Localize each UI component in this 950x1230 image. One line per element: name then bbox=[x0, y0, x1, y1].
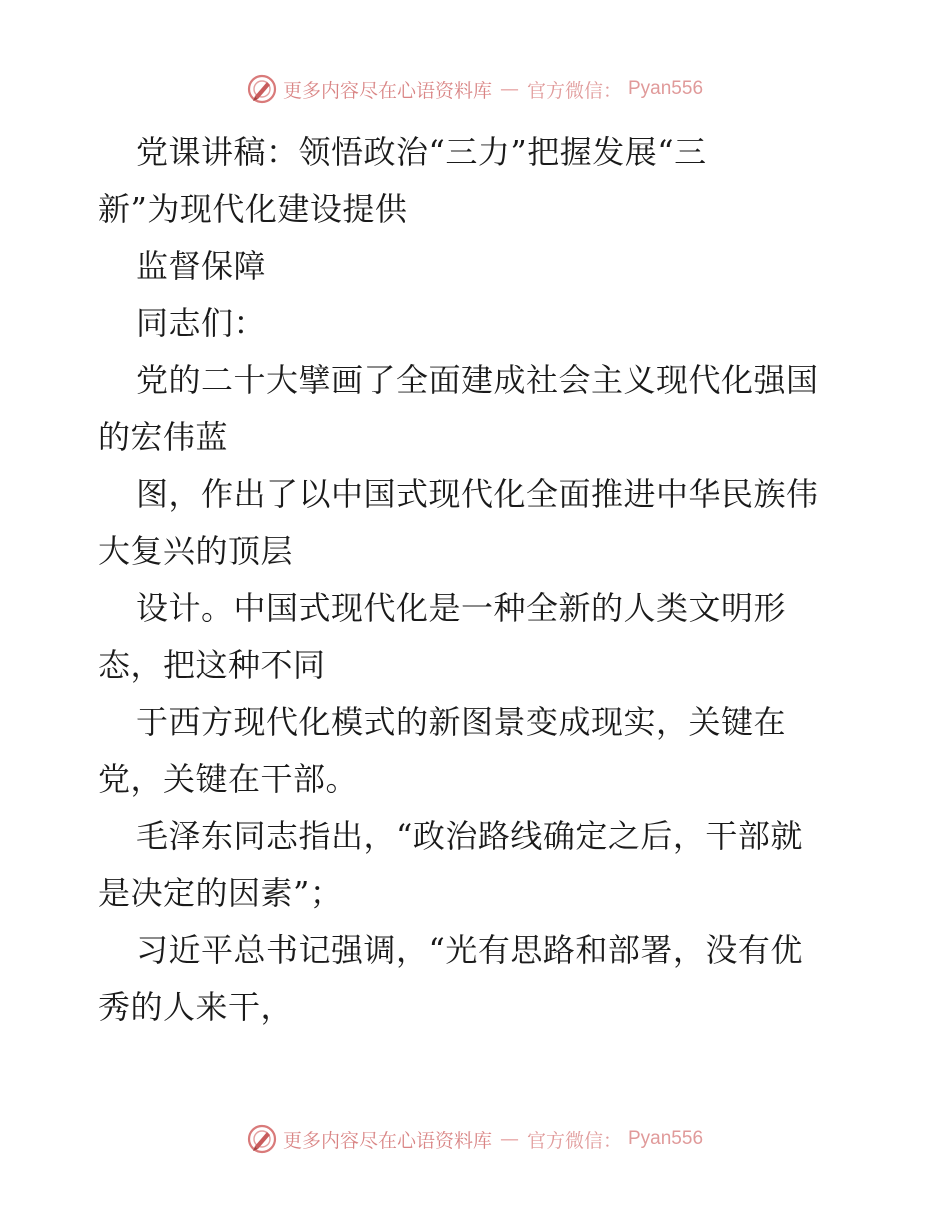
pen-logo-icon bbox=[247, 1124, 277, 1154]
text-line: 大复兴的顶层 bbox=[98, 532, 294, 570]
watermark-label: 官方微信： bbox=[526, 79, 622, 102]
text-line: 图，作出了以中国式现代化全面推进中华民族伟 bbox=[136, 475, 819, 513]
text-line: 监督保障 bbox=[136, 247, 267, 285]
watermark-wechat-id: Pyan556 bbox=[628, 1128, 704, 1149]
watermark-main-text: 更多内容尽在心语资料库 bbox=[282, 79, 492, 102]
text-line: 是决定的因素”； bbox=[98, 874, 343, 912]
text-line: 党的二十大擘画了全面建成社会主义现代化强国 bbox=[136, 361, 819, 399]
footer-watermark bbox=[0, 1124, 950, 1154]
watermark-dash: — bbox=[499, 1128, 519, 1150]
text-line: 秀的人来干， bbox=[98, 988, 294, 1026]
text-line: 设计。中国式现代化是一种全新的人类文明形 bbox=[136, 589, 787, 627]
document-body bbox=[98, 124, 858, 1036]
pen-logo-icon bbox=[247, 74, 277, 104]
text-line: 同志们： bbox=[136, 304, 267, 342]
watermark-label: 官方微信： bbox=[526, 1129, 622, 1152]
text-line: 于西方现代化模式的新图景变成现实，关键在 bbox=[136, 703, 787, 741]
watermark-dash: — bbox=[499, 78, 519, 100]
text-line: 的宏伟蓝 bbox=[98, 418, 229, 456]
text-line: 新”为现代化建设提供 bbox=[98, 190, 408, 228]
header-watermark bbox=[0, 74, 950, 104]
text-line: 党，关键在干部。 bbox=[98, 760, 359, 798]
text-line: 习近平总书记强调，“光有思路和部署，没有优 bbox=[136, 931, 803, 969]
text-line: 党课讲稿：领悟政治“三力”把握发展“三 bbox=[136, 133, 707, 171]
watermark-wechat-id: Pyan556 bbox=[628, 78, 704, 99]
text-line: 毛泽东同志指出，“政治路线确定之后，干部就 bbox=[136, 817, 803, 855]
text-line: 态，把这种不同 bbox=[98, 646, 326, 684]
watermark-main-text: 更多内容尽在心语资料库 bbox=[282, 1129, 492, 1152]
